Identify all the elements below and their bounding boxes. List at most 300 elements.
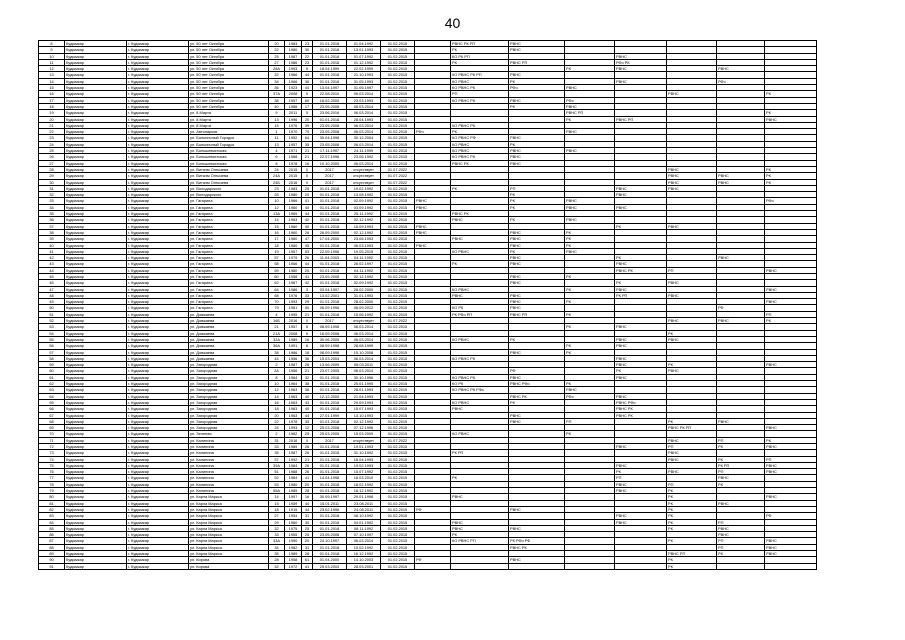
table-cell: 26	[302, 229, 313, 235]
table-cell: г. Кудымкар	[127, 122, 189, 128]
table-cell: 1988	[285, 469, 302, 475]
table-cell: 01.02.2015	[381, 160, 415, 166]
table-cell: РВНС	[667, 91, 717, 97]
table-cell: г. Кудымкар	[127, 204, 189, 210]
table-cell: 01.02.2015	[381, 381, 415, 387]
table-cell: Кудымкар	[65, 53, 127, 59]
table-cell: 22	[39, 129, 65, 135]
table-cell	[765, 563, 817, 569]
table-cell: 69	[39, 425, 65, 431]
table-cell: РВНС	[451, 217, 509, 223]
table-cell: 01.02.2015	[381, 116, 415, 122]
table-cell: РВНС	[717, 418, 765, 424]
table-cell: РК	[667, 538, 717, 544]
table-cell: 15.10.2008	[347, 349, 381, 355]
table-cell: КО РВНС РК РП	[451, 72, 509, 78]
table-cell: РВНС	[615, 336, 667, 342]
table-cell: г. Кудымкар	[127, 362, 189, 368]
table-cell: 01.01.2018	[313, 59, 347, 65]
table-cell: РВНС	[667, 179, 717, 185]
table-cell: 01.02.2015	[381, 532, 415, 538]
table-cell: Кудымкар	[65, 500, 127, 506]
table-cell: ул. Загородная	[189, 368, 269, 374]
table-cell: отсутствует	[347, 166, 381, 172]
table-cell: РК	[765, 318, 817, 324]
table-cell: РВНС	[615, 462, 667, 468]
table-cell: г. Кудымкар	[127, 324, 189, 330]
table-cell: 2008	[285, 91, 302, 97]
table-cell: Кудымкар	[65, 519, 127, 525]
table-cell: 44	[302, 412, 313, 418]
table-cell: Кудымкар	[65, 198, 127, 204]
table-cell: 01.01.2018	[313, 192, 347, 198]
table-cell: 1988	[285, 103, 302, 109]
table-cell: 24.10.1997	[313, 538, 347, 544]
table-cell: 1982	[285, 431, 302, 437]
table-cell: РК	[451, 129, 509, 135]
table-cell	[615, 563, 667, 569]
table-cell: 01.12.1992	[347, 59, 381, 65]
table-cell: 01.02.2015	[381, 406, 415, 412]
table-cell: РК	[765, 437, 817, 443]
table-cell: Кудымкар	[65, 355, 127, 361]
table-cell: г. Кудымкар	[127, 236, 189, 242]
table-cell: 1964	[285, 475, 302, 481]
table-cell: 23.06.2016	[313, 110, 347, 116]
table-cell: РК	[667, 519, 717, 525]
table-cell: 22.09.1996	[313, 248, 347, 254]
table-cell: 41	[302, 198, 313, 204]
table-cell: 25.03.2005	[313, 431, 347, 437]
table-cell: Кудымкар	[65, 513, 127, 519]
table-cell: 01.01.2018	[313, 267, 347, 273]
table-cell: 1980	[285, 267, 302, 273]
table-cell: Кудымкар	[65, 343, 127, 349]
table-cell: 16.09.1993	[347, 223, 381, 229]
table-cell: РК	[565, 343, 615, 349]
table-cell: РФо	[509, 85, 565, 91]
table-cell: 33	[39, 198, 65, 204]
table-cell: РВНС	[667, 456, 717, 462]
table-cell: 01.02.2015	[381, 425, 415, 431]
table-cell: РП	[615, 475, 667, 481]
table-cell: ул. Гагарина	[189, 204, 269, 210]
table-cell: ул. Загородная	[189, 374, 269, 380]
table-cell: 21А	[269, 330, 285, 336]
table-cell: Кудымкар	[65, 431, 127, 437]
table-cell: 01.01.2018	[313, 261, 347, 267]
table-cell: 2017	[313, 179, 347, 185]
table-cell: РВНС	[765, 551, 817, 557]
table-cell: 33	[269, 532, 285, 538]
table-cell: г. Кудымкар	[127, 381, 189, 387]
table-cell: РК	[667, 525, 717, 531]
table-cell: ул. Загородная	[189, 387, 269, 393]
table-cell: 1960	[285, 242, 302, 248]
table-cell: 01.02.2015	[381, 255, 415, 261]
table-cell: 1978	[285, 160, 302, 166]
table-cell: 55А	[269, 488, 285, 494]
table-cell: РВНС	[565, 248, 615, 254]
table-cell: 01.01.2018	[313, 47, 347, 53]
table-cell: г. Кудымкар	[127, 343, 189, 349]
table-cell: 25	[39, 148, 65, 154]
table-cell: РВНС	[765, 116, 817, 122]
table-cell: ул. Кирова	[189, 563, 269, 569]
table-cell: Кудымкар	[65, 368, 127, 374]
table-cell: 13.01.1993	[347, 47, 381, 53]
table-cell: 82	[39, 506, 65, 512]
table-cell: г. Кудымкар	[127, 59, 189, 65]
table-cell: 2011	[285, 110, 302, 116]
table-cell: г. Кудымкар	[127, 72, 189, 78]
table-cell: ул. Карла Маркса	[189, 519, 269, 525]
table-cell: 20	[269, 412, 285, 418]
table-cell: 01.01.2018	[313, 444, 347, 450]
table-cell: РВНС	[765, 299, 817, 305]
table-cell: 1955	[285, 532, 302, 538]
table-cell: ул. 8 Марта	[189, 110, 269, 116]
table-cell: 26	[302, 362, 313, 368]
table-cell: ул. Витаэм Огнызева	[189, 166, 269, 172]
table-cell: 01.02.2015	[381, 154, 415, 160]
table-cell: РК	[765, 173, 817, 179]
table-cell: Кудымкар	[65, 488, 127, 494]
table-cell: РК	[565, 273, 615, 279]
table-cell: 22	[302, 53, 313, 59]
table-cell: ул. 50 лет Октября	[189, 59, 269, 65]
table-cell: г. Кудымкар	[127, 544, 189, 550]
table-cell: 36	[39, 217, 65, 223]
table-cell: 14.10.2003	[347, 557, 381, 563]
table-cell: Кудымкар	[65, 236, 127, 242]
table-cell: КО РВНС РФ	[451, 135, 509, 141]
table-cell: ул. Гагарина	[189, 242, 269, 248]
table-cell: РК	[717, 481, 765, 487]
table-cell: 31.01.1993	[347, 292, 381, 298]
table-cell: РВНС	[509, 525, 565, 531]
table-cell: 16Б	[269, 318, 285, 324]
table-cell: КО РВНС РК	[451, 374, 509, 380]
table-cell: 25.01.1995	[347, 381, 381, 387]
table-cell: 57	[39, 349, 65, 355]
table-cell: 64	[302, 135, 313, 141]
table-cell: РВНС	[615, 78, 667, 84]
table-cell: РВНС РК РП	[451, 41, 509, 47]
table-cell: 01.02.2015	[381, 229, 415, 235]
table-cell: 19.05.2015	[347, 248, 381, 254]
table-cell: г. Кудымкар	[127, 450, 189, 456]
table-cell: Кудымкар	[65, 204, 127, 210]
table-cell: 1966	[285, 261, 302, 267]
table-cell: 03.09.1992	[347, 204, 381, 210]
table-cell: 28.03.2001	[347, 563, 381, 569]
table-cell: 70	[39, 431, 65, 437]
table-cell: г. Кудымкар	[127, 160, 189, 166]
table-cell: 28А	[269, 66, 285, 72]
table-cell: РК РП	[451, 450, 509, 456]
table-cell: г. Кудымкар	[127, 129, 189, 135]
table-cell: 2015	[285, 166, 302, 172]
table-cell: РВНС	[509, 557, 565, 563]
table-cell: 41	[39, 248, 65, 254]
table-cell: РВНС	[765, 462, 817, 468]
table-cell: 23	[269, 185, 285, 191]
table-cell: РВНС	[667, 318, 717, 324]
table-cell: 35	[302, 418, 313, 424]
table-cell: РВНС	[509, 229, 565, 235]
table-cell: РФ	[415, 506, 451, 512]
table-cell: 1982	[285, 544, 302, 550]
table-cell: 30.10.1996	[347, 374, 381, 380]
table-cell: 01.01.2018	[313, 223, 347, 229]
table-cell: 26.09.2000	[313, 229, 347, 235]
table-cell: РК	[717, 551, 765, 557]
table-cell: 12	[269, 387, 285, 393]
table-cell: ул. Карла Маркса	[189, 532, 269, 538]
table-cell: Кудымкар	[65, 425, 127, 431]
table-cell: 25.03.2008	[313, 425, 347, 431]
table-cell: ул. Гагарина	[189, 223, 269, 229]
table-cell: Кудымкар	[65, 154, 127, 160]
table-cell: РВНС	[615, 513, 667, 519]
table-cell: 01.02.2015	[381, 261, 415, 267]
table-cell: Кудымкар	[65, 122, 127, 128]
table-cell: 1989	[285, 551, 302, 557]
table-cell: РВНС РФо	[615, 399, 667, 405]
table-cell: 35	[269, 551, 285, 557]
table-cell: 23.05.2008	[313, 532, 347, 538]
table-cell: 56	[39, 343, 65, 349]
table-cell: 01.02.2015	[381, 525, 415, 531]
table-cell: 19	[39, 110, 65, 116]
table-cell: г. Кудымкар	[127, 53, 189, 59]
table-cell: РП	[717, 538, 765, 544]
table-cell: 62	[269, 280, 285, 286]
table-cell: РВНС РФо	[509, 381, 565, 387]
table-cell: 31	[302, 513, 313, 519]
table-cell: 2016	[285, 179, 302, 185]
table-cell: РК	[765, 166, 817, 172]
table-cell: РК	[509, 198, 565, 204]
table-cell: 24.08.2011	[347, 506, 381, 512]
table-cell: г. Кудымкар	[127, 374, 189, 380]
table-cell: 1972	[285, 563, 302, 569]
table-cell: Кудымкар	[65, 557, 127, 563]
table-cell: 52	[39, 318, 65, 324]
table-cell: г. Кудымкар	[127, 355, 189, 361]
table-cell: РВНС	[565, 85, 615, 91]
table-cell	[509, 563, 565, 569]
table-cell: 11	[39, 59, 65, 65]
table-cell: 2016	[285, 318, 302, 324]
table-cell: РВНС	[765, 469, 817, 475]
table-cell: 16.02.2000	[313, 97, 347, 103]
table-cell: 1976	[285, 122, 302, 128]
table-cell: 01.02.2015	[381, 368, 415, 374]
table-cell: 02.12.1992	[347, 217, 381, 223]
table-cell: 37	[269, 456, 285, 462]
table-cell: Кудымкар	[65, 399, 127, 405]
table-cell: РВНС	[717, 475, 765, 481]
table-cell: 02.09.1992	[347, 198, 381, 204]
table-cell: РВНС	[451, 494, 509, 500]
table-cell: 16.09.2008	[313, 330, 347, 336]
table-cell: 06.03.1993	[347, 242, 381, 248]
table-cell: РВНС	[615, 444, 667, 450]
table-cell: 13	[269, 116, 285, 122]
table-cell: 01.02.2015	[381, 286, 415, 292]
table-cell: Кудымкар	[65, 242, 127, 248]
table-cell: 1976	[285, 292, 302, 298]
table-cell: 49	[39, 299, 65, 305]
table-cell: 13.10.1993	[347, 412, 381, 418]
table-cell: Кудымкар	[65, 78, 127, 84]
table-cell: РВНС	[509, 135, 565, 141]
table-cell: Кудымкар	[65, 299, 127, 305]
table-cell: РВНС	[509, 47, 565, 53]
table-cell: 06.03.2014	[347, 110, 381, 116]
table-cell: 15.06.1992	[347, 311, 381, 317]
table-cell: 01.02.2015	[381, 211, 415, 217]
table-cell: 01.02.2015	[381, 481, 415, 487]
table-cell: 40	[302, 223, 313, 229]
table-cell: 1963	[285, 406, 302, 412]
table-cell: 01.02.2015	[381, 122, 415, 128]
table-cell: Кудымкар	[65, 185, 127, 191]
table-cell: г. Кудымкар	[127, 166, 189, 172]
table-cell: 01.01.2018	[313, 53, 347, 59]
table-cell: 34	[269, 544, 285, 550]
table-cell: 61	[302, 557, 313, 563]
table-cell: РФ	[765, 513, 817, 519]
table-cell: 22.07.1996	[313, 154, 347, 160]
table-cell: 16.12.1992	[347, 551, 381, 557]
table-cell: Кудымкар	[65, 544, 127, 550]
table-cell: Кудымкар	[65, 311, 127, 317]
table-cell: 01.02.2015	[381, 217, 415, 223]
table-cell: 01.01.2018	[313, 198, 347, 204]
table-cell: 04.11.1992	[347, 267, 381, 273]
table-cell: 23.05.2008	[313, 122, 347, 128]
table-cell: РВНС	[615, 343, 667, 349]
table-cell: 36	[302, 78, 313, 84]
table-cell: ул. Кирова	[189, 557, 269, 563]
table-cell: 23.05.2008	[313, 129, 347, 135]
table-cell: г. Кудымкар	[127, 425, 189, 431]
table-cell: Кудымкар	[65, 267, 127, 273]
table-cell: 30	[302, 519, 313, 525]
table-cell: 01.01.2018	[313, 211, 347, 217]
table-cell: г. Кудымкар	[127, 217, 189, 223]
table-cell: РК	[451, 475, 509, 481]
table-cell: г. Кудымкар	[127, 211, 189, 217]
table-cell: Кудымкар	[65, 59, 127, 65]
table-cell: 35	[302, 141, 313, 147]
table-cell: 1989	[285, 444, 302, 450]
table-cell: РП	[765, 456, 817, 462]
table-cell: г. Кудымкар	[127, 66, 189, 72]
table-cell: 01.02.2015	[381, 500, 415, 506]
table-cell: 01.02.2015	[381, 444, 415, 450]
table-cell: РК	[615, 223, 667, 229]
table-cell: г. Кудымкар	[127, 255, 189, 261]
table-cell: г. Кудымкар	[127, 91, 189, 97]
table-cell: РК	[565, 66, 615, 72]
table-cell: ул. 50 лет Октября	[189, 72, 269, 78]
table-cell: ул. 50 лет Октября	[189, 47, 269, 53]
table-cell: 28	[269, 557, 285, 563]
table-cell: Кудымкар	[65, 273, 127, 279]
table-cell: 01.02.2015	[381, 192, 415, 198]
table-cell: РФо	[717, 78, 765, 84]
table-cell: 30	[39, 179, 65, 185]
table-cell: 21	[39, 122, 65, 128]
table-cell: Кудымкар	[65, 173, 127, 179]
table-cell: РК	[565, 229, 615, 235]
table-cell: КО РК	[451, 381, 509, 387]
table-cell: 16.04.1993	[347, 456, 381, 462]
table-cell: 1963	[285, 387, 302, 393]
table-cell: 25	[302, 431, 313, 437]
table-cell: 15	[269, 500, 285, 506]
table-cell: 1986	[285, 59, 302, 65]
table-cell: 35	[39, 211, 65, 217]
table-cell: ул. Карла Маркса	[189, 525, 269, 531]
table-cell: РП	[765, 311, 817, 317]
table-cell: 19	[269, 248, 285, 254]
table-cell: 01.02.2015	[381, 488, 415, 494]
table-cell: 1993	[285, 299, 302, 305]
table-cell: 01.02.2015	[381, 355, 415, 361]
table-cell: г. Кудымкар	[127, 154, 189, 160]
table-cell: ул. Довжаева	[189, 330, 269, 336]
table-cell: Кудымкар	[65, 532, 127, 538]
table-cell: 1963	[285, 393, 302, 399]
table-cell: г. Кудымкар	[127, 431, 189, 437]
table-cell: 1983	[285, 41, 302, 47]
table-cell: 01.02.2015	[381, 494, 415, 500]
table-cell: ул. Гагарина	[189, 217, 269, 223]
table-cell: Кудымкар	[65, 538, 127, 544]
table-cell: 59	[39, 362, 65, 368]
table-cell: 76	[39, 469, 65, 475]
table-cell: 23.06.1993	[347, 236, 381, 242]
table-cell: 01.01.2018	[313, 374, 347, 380]
table-cell: РВНС	[451, 292, 509, 298]
table-cell: г. Кудымкар	[127, 399, 189, 405]
table-cell: 01.02.2015	[381, 236, 415, 242]
table-cell: 01.02.2015	[381, 399, 415, 405]
table-cell: 06.03.2014	[347, 129, 381, 135]
table-cell: Кудымкар	[65, 336, 127, 342]
table-cell: 53	[302, 248, 313, 254]
table-cell: Кудымкар	[65, 192, 127, 198]
table-cell: 38	[302, 387, 313, 393]
table-cell: 01.02.2015	[381, 393, 415, 399]
table-cell: 75	[302, 129, 313, 135]
table-cell: 5	[302, 324, 313, 330]
table-cell: Кудымкар	[65, 261, 127, 267]
table-cell: г. Кудымкар	[127, 85, 189, 91]
table-cell: РП	[717, 544, 765, 550]
table-cell: 2016	[285, 437, 302, 443]
table-cell: РВНС	[509, 97, 565, 103]
table-cell: 1996	[285, 116, 302, 122]
table-cell: 29.09.1993	[347, 399, 381, 405]
table-cell: РК	[509, 399, 565, 405]
table-cell: 1983	[285, 185, 302, 191]
